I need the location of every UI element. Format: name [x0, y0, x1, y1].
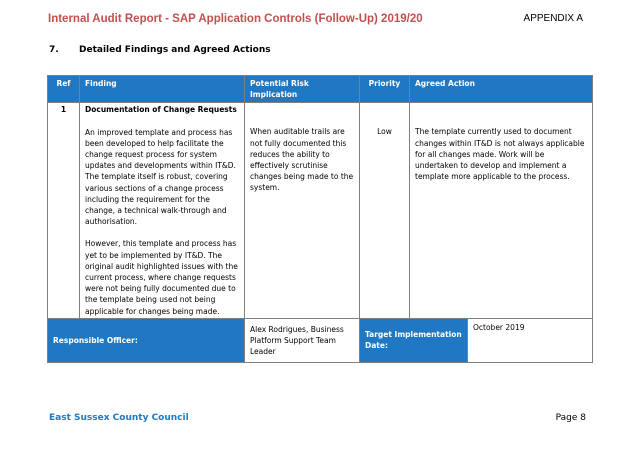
report-title: Internal Audit Report - SAP Application Controls (Follow-Up) 2019/20 — [48, 13, 423, 25]
findings-table — [47, 75, 593, 363]
col-header-action: Agreed Action — [410, 76, 593, 103]
target-date-label: Target Implementation Date: — [360, 318, 468, 362]
finding-cell — [80, 103, 245, 318]
finding-paragraph-1: An improved template and process has been developed to help facilitate the change request process for system updates and developments within IT&D. The template itself is robust, covering various sections of a change process including the requirement for the change, a technical walk-through and authorisation. — [85, 127, 236, 227]
page-number: Page 8 — [555, 413, 586, 423]
col-header-priority: Priority — [360, 76, 410, 103]
action-cell — [410, 103, 593, 318]
table-row — [48, 103, 593, 318]
appendix-label: APPENDIX A — [523, 13, 583, 24]
ref-cell: 1 — [48, 103, 80, 318]
responsible-row — [48, 318, 593, 362]
priority-cell — [360, 103, 410, 318]
section-number: 7. — [49, 45, 59, 55]
responsible-officer-value: Alex Rodrigues, Business Platform Support Team Leader — [245, 318, 360, 362]
priority-value: Low — [377, 127, 392, 137]
table-header-row — [48, 76, 593, 103]
risk-text: When auditable trails are not fully documented this reduces the ability to effectively scrutinise changes being made to the system. — [250, 127, 354, 193]
col-header-ref: Ref — [48, 76, 80, 103]
col-header-finding: Finding — [80, 76, 245, 103]
target-date-value: October 2019 — [468, 318, 593, 362]
col-header-risk: Potential Risk Implication — [245, 76, 360, 103]
section-heading — [49, 45, 271, 55]
action-text: The template currently used to document changes within IT&D is not always applicable for all changes made. Work will be undertaken to develop and implement a template more applicable to the process. — [415, 127, 585, 182]
risk-cell — [245, 103, 360, 318]
finding-title: Documentation of Change Requests — [85, 105, 237, 115]
section-title: Detailed Findings and Agreed Actions — [79, 45, 271, 55]
finding-paragraph-2: However, this template and process has yet to be implemented by IT&D. The original audit highlighted issues with the current process, where change requests were not being fully documented due to the template being used not being applicable for changes being made. — [85, 239, 238, 316]
footer-organisation: East Sussex County Council — [49, 413, 189, 423]
responsible-officer-label: Responsible Officer: — [48, 318, 245, 362]
